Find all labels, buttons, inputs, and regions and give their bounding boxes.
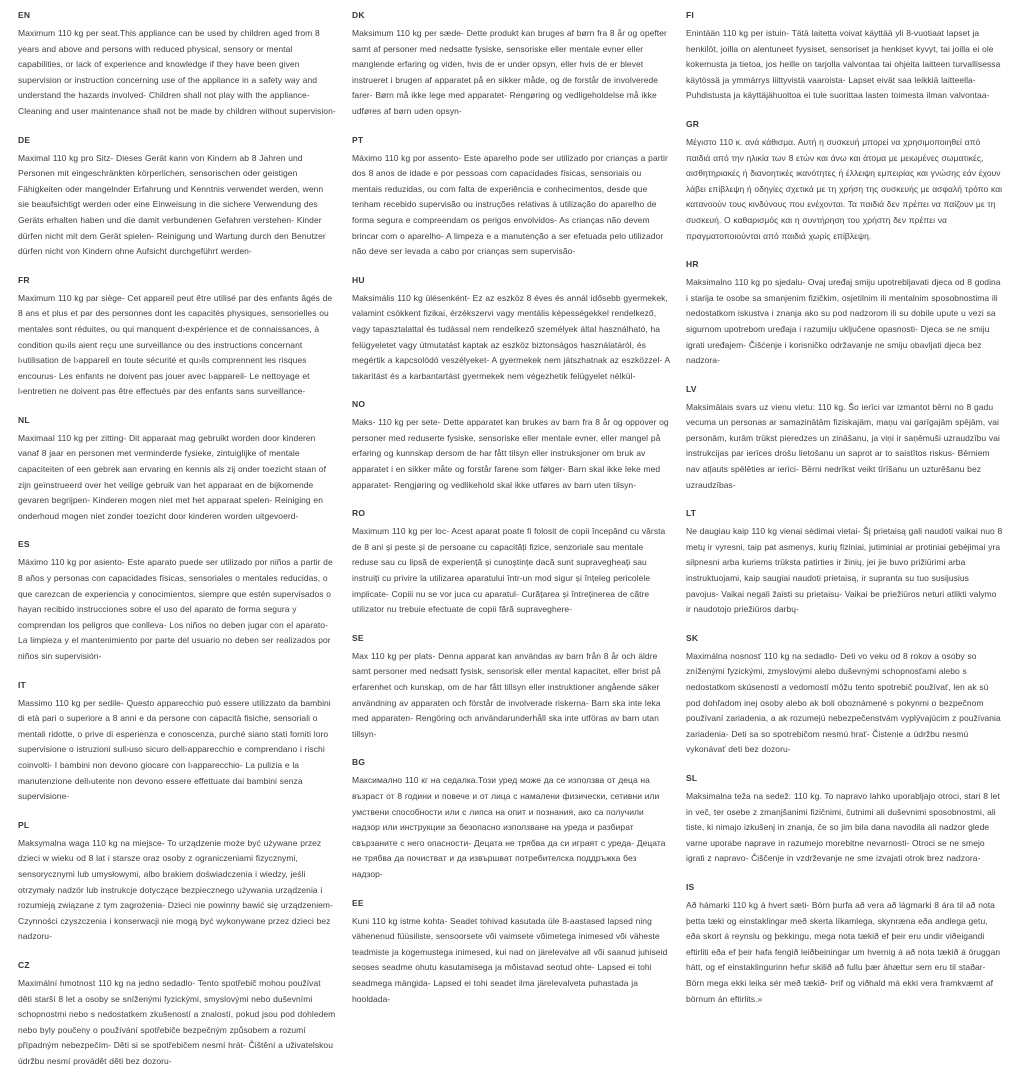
language-section-en xyxy=(18,8,336,120)
safety-instruction-text: Maksimalno 110 kg po sjedalu- Ovaj uređaj smiju upotrebljavati djeca od 8 godina i starija te osobe sa smanjenim fizičkim, osjetilnim ili mentalnim sposobnostima ili nedostatkom iskustva i znanja ako su pod nadzorom ili su dobile upute u vezi sa sigurnom upotrebom uređaja i razumiju uključene opasnosti- Djeca se ne smiju igrati uređajem- Čišćenje i korisničko održavanje ne smiju obavljati djeca bez nadzora- xyxy=(686,277,1001,366)
safety-instruction-text: Maximaal 110 kg per zitting- Dit apparaat mag gebruikt worden door kinderen vanaf 8 jaar en personen met verminderde fysieke, zintuiglijke of mentale capaciteiten of een gebrek aan ervaring en kennis als zij onder toezicht staan of zijn geïnstrueerd over het veilige gebruik van het apparaat en de bijkomende gevaren begrijpen- Kinderen mogen niet met het apparaat spelen- Reiniging en onderhoud mogen niet zonder toezicht door kinderen worden uitgevoerd- xyxy=(18,432,326,521)
language-code-label: SE xyxy=(352,632,364,643)
safety-instruction-text: Massimo 110 kg per sedile- Questo apparecchio può essere utilizzato da bambini di età pari o superiore a 8 anni e da persone con capacità fisiche, sensoriali o mentali ridotte, o prive di esperienza e conoscenza, purché siano stati forniti loro supervisione o istruzioni sull›uso sicuro dell›apparecchio e comprendano i rischi coinvolti- I bambini non devono giocare con l›apparecchio- La pulizia e la manutenzione dell›utente non devono essere effettuate dai bambini senza supervisione- xyxy=(18,697,331,802)
language-code-label: HU xyxy=(352,274,365,285)
language-code-label: CZ xyxy=(18,959,30,970)
safety-instruction-text: Maksymalna waga 110 kg na miejsce- To urządzenie może być używane przez dzieci w wieku od 8 lat i starsze oraz osoby z ograniczeniami fizycznymi, sensorycznymi lub umysłowymi, albo brakiem doświadczenia i wiedzy, jeśli otrzymały nadzór lub instrukcje dotyczące bezpiecznego używania urządzenia i rozumieją związane z tym zagrożenia- Dzieci nie powinny bawić się urządzeniem- Czynności czyszczenia i konserwacji nie mogą być wykonywane przez dzieci bez nadzoru- xyxy=(18,837,333,942)
safety-instruction-text: Maximální hmotnost 110 kg na jedno sedadlo- Tento spotřebič mohou používat děti starší 8 let a osoby se sníženými fyzickými, smyslovými nebo duševními schopnostmi nebo s nedostatkem zkušeností a znalostí, pokud jsou pod dohledem nebo byly poučeny o používání spotřebiče bezpečným způsobem a rozumí případným nebezpečím- Děti si se spotřebičem nesmí hrát- Čištění a uživatelskou údržbu nesmí provádět děti bez dozoru- xyxy=(18,977,336,1066)
language-section-ee xyxy=(352,896,670,1008)
column-middle xyxy=(352,8,670,1020)
language-code-label: SK xyxy=(686,632,699,643)
language-code-label: ES xyxy=(18,539,30,550)
language-code-label: EN xyxy=(18,10,31,20)
safety-instruction-text: Maximálna nosnosť 110 kg na sedadlo- Deti vo veku od 8 rokov a osoby so zníženými fyzickými, zmyslovými alebo duševnými schopnosťami alebo s nedostatkom skúseností a vedomostí môžu tento spotrebič používať, len ak sú pod dohľadom inej osoby alebo ak boli oboznámené s pokynmi o bezpečnom používaní zariadenia, a ak rozumejú nebezpečenstvám vyplývajúcim z používania zariadenia- Deti sa so spotrebičom nesmú hrať- Čistenie a údržbu nesmú vykonávať deti bez dozoru- xyxy=(686,650,1001,755)
safety-instruction-text: Enintään 110 kg per istuin- Tätä laitetta voivat käyttää yli 8-vuotiaat lapset ja henkilöt, joilla on alentuneet fyysiset, sensoriset ja henkiset kyvyt, tai joilla ei ole kokemusta ja tietoa, jos heille on tarjolla valvontaa tai ohjeita laitteen turvallisessa käytössä ja ymmärrys liittyvistä vaaroista- Lapset eivät saa leikkiä laitteella- Puhdistusta ja käyttäjähuoltoa ei tule suorittaa lasten toimesta ilman valvontaa- xyxy=(686,28,1001,101)
language-code-label: NL xyxy=(18,414,30,425)
language-code-label: RO xyxy=(352,508,366,519)
language-section-pl xyxy=(18,818,336,945)
safety-instruction-text: Maximum 110 kg par siège- Cet appareil peut être utilisé par des enfants âgés de 8 ans et plus et par des personnes dont les capacités physiques, sensorielles ou mentales sont réduites, ou qui manquent d›expérience et de connaissances, à condition qu›ils aient reçu une surveillance ou des instructions concernant l›utilisation de l›appareil en toute sécurité et qu›ils comprennent les risques encourus- Les enfants ne doivent pas jouer avec l›appareil- Le nettoyage et l›entretien ne doivent pas être effectués par des enfants sans surveillance- xyxy=(18,292,333,397)
language-section-lv xyxy=(686,382,1004,494)
language-section-es xyxy=(18,537,336,664)
language-section-bg xyxy=(352,755,670,882)
safety-instruction-text: Ne daugiau kaip 110 kg vienai sėdimai vietai- Šį prietaisą gali naudoti vaikai nuo 8 metų ir vyresni, taip pat asmenys, kurių fiziniai, jutiminiai ar protiniai gebėjimai yra silpnesni arba kuriems trūksta patirties ir žinių, jei jie buvo prižiūrimi arba instruktuojami, kaip saugiai naudoti prietaisą, ir supranta su tuo susijusius pavojus- Vaikai negali žaisti su prietaisu- Vaikai be priežiūros neturi atlikti valymo ir naudotojo priežiūros darbų- xyxy=(686,526,1003,615)
safety-instruction-text: Μέγιστο 110 κ. ανά κάθισμα. Αυτή η συσκευή μπορεί να χρησιμοποιηθεί από παιδιά από την ηλικία των 8 ετών και άνω και άτομα με μειωμένες σωματικές, αισθητηριακές ή διανοητικές ικανότητες ή έλλειψη εμπειρίας και γνώσης εάν έχουν λάβει επίβλεψη ή οδηγίες σχετικά με τη χρήση της συσκευής με ασφαλή τρόπο και κατανοούν τους κινδύνους που ενέχονται. Τα παιδιά δεν πρέπει να παίζουν με τη συσκευή. Ο καθαρισμός και η συντήρηση του χρήστη δεν πρέπει να πραγματοποιούνται από παιδιά χωρίς επίβλεψη. xyxy=(686,136,1003,241)
language-code-label: DE xyxy=(18,134,31,145)
language-code-label: LV xyxy=(686,383,697,394)
language-section-hr xyxy=(686,257,1004,369)
safety-instruction-text: Maksimalna teža na sedež: 110 kg. To napravo lahko uporabljajo otroci, stari 8 let in več, ter osebe z zmanjšanimi fizičnimi, čutnimi ali duševnimi sposobnostmi, ali tiste, ki nimajo izkušenj in znanja, če so jim bila dana navodila ali nadzor glede varne uporabe naprave in razumejo morebitne nevarnosti- Otroci se ne smejo igrati z napravo- Čiščenje in vzdrževanje ne sme izvajati otrok brez nadzora- xyxy=(686,790,1000,864)
safety-instruction-text: Максимално 110 кг на седалка.Този уред може да се използва от деца на възраст от 8 години и повече и от лица с намалени физически, сетивни или умствени способности или с липса на опит и познания, ако са получили надзор или инструкции за безопасно използване на уреда и разбират свързаните с него опасности- Децата не трябва да си играят с уреда- Децата не трябва да почистват и да извършват потребителска поддръжка без надзор- xyxy=(352,775,666,879)
language-code-label: FI xyxy=(686,10,694,20)
language-section-cz xyxy=(18,958,336,1070)
language-section-pt xyxy=(352,133,670,260)
language-code-label: NO xyxy=(352,399,366,410)
safety-instruction-text: Max 110 kg per plats- Denna apparat kan användas av barn från 8 år och äldre samt personer med nedsatt fysisk, sensorisk eller mental kapacitet, eller brist på erfarenhet och kunskap, om de har fått tillsyn eller instruktioner angående säker användning av apparaten och förstår de involverade riskerna- Barn ska inte leka med apparaten- Rengöring och användarunderhåll ska inte utföras av barn utan tillsyn- xyxy=(352,650,661,739)
language-section-se xyxy=(352,631,670,743)
language-code-label: DK xyxy=(352,10,365,20)
language-section-fr xyxy=(18,273,336,400)
language-code-label: GR xyxy=(686,118,700,129)
safety-instruction-text: Maksimālais svars uz vienu vietu: 110 kg. Šo ierīci var izmantot bērni no 8 gadu vecuma un personas ar samazinātām fiziskajām, maņu vai garīgajām spējām, vai personām, kurām trūkst pieredzes un zināšanu, ja viņi ir saņēmuši uzraudzību vai instrukcijas par ierīces drošu lietošanu un saprot ar to saistītos riskus- Bērniem nav atļauts spēlēties ar ierīci- Bērni nedrīkst veikt tīrīšanu un uzturēšanu bez uzraudzības- xyxy=(686,401,1000,490)
safety-instruction-text: Maximum 110 kg per loc- Acest aparat poate fi folosit de copii începând cu vârsta de 8 ani și peste și de persoane cu capacități fizice, senzoriale sau mentale reduse sau cu lipsă de experiență și cunoștințe dacă sunt supravegheați sau instruiți cu privire la utilizarea aparatului într-un mod sigur și înțeleg pericolele implicate- Copiii nu se vor juca cu aparatul- Curățarea și întreținerea de către utilizator nu trebuie efectuate de copii fără supraveghere- xyxy=(352,526,666,615)
language-code-label: FR xyxy=(18,274,30,285)
language-section-lt xyxy=(686,506,1004,618)
language-code-label: IT xyxy=(18,679,26,690)
language-section-it xyxy=(18,678,336,805)
language-code-label: EE xyxy=(352,897,364,908)
safety-instruction-text: Kuni 110 kg istme kohta- Seadet tohivad kasutada üle 8-aastased lapsed ning vähenenud füüsiliste, sensoorsete või vaimsete võimetega inimesed või väheste teadmiste ja kogemustega inimesed, kui nad on järelevalve all või saanud juhiseid seoses seadme ohutu kasutamisega ja mõistavad seotud ohte- Lapsed ei tohi seadmega mängida- Lapsed ei tohi seadet ilma järelevalveta puhastada ja hooldada- xyxy=(352,915,668,1004)
safety-instruction-text: Maksimum 110 kg per sæde- Dette produkt kan bruges af børn fra 8 år og opefter samt af personer med nedsatte fysiske, sensoriske eller mentale evner eller manglende erfaring og viden, hvis de er under opsyn, eller hvis de er blevet instrueret i brugen af apparatet på en sikker måde, og de forstår de involverede farer- Børn må ikke lege med apparatet- Rengøring og vedligeholdelse må ikke udføres af børn uden opsyn- xyxy=(352,28,667,116)
safety-instruction-text: Að hámarki 110 kg á hvert sæti- Börn þurfa að vera að lágmarki 8 ára til að nota þetta tæki og einstaklingar með skerta líkamlega, skynræna eða andlega getu, eða skort á reynslu og þekkingu, mega nota tækið ef þeir eru undir viðeigandi eftirliti eða ef þeir hafa fengið leiðbeiningar um hvernig á að nota tækið á öruggan hátt, og ef einstaklingurinn hefur skilið að fullu þær áhættur sem eru til staðar- Börn mega ekki leika sér með tækið- Þrif og viðhald má ekki vera framkvæmt af börnum án eftirlits.» xyxy=(686,899,1001,1004)
language-code-label: LT xyxy=(686,508,697,519)
language-section-fi xyxy=(686,8,1004,104)
language-code-label: BG xyxy=(352,757,366,768)
language-code-label: IS xyxy=(686,881,695,892)
safety-instruction-text: Maks- 110 kg per sete- Dette apparatet kan brukes av barn fra 8 år og oppover og personer med reduserte fysiske, sensoriske eller mentale evner, eller mangel på erfaring og kunnskap dersom de har fått tilsyn eller instruksjoner om bruk av apparatet i en sikker måte og forstår farene som følger- Barn skal ikke leke med apparatet- Rengjøring og vedlikehold skal ikke utføres av barn uten tilsyn- xyxy=(352,417,669,490)
language-section-sl xyxy=(686,771,1004,867)
safety-instruction-text: Maximum 110 kg per seat.This appliance can be used by children aged from 8 years and above and persons with reduced physical, sensory or mental capabilities, or lack of experience and knowledge if they have been given supervision or instruction concerning use of the appliance in a safety way and understand the hazards involved- Children shall not play with the appliance- Cleaning and user maintenance shall not be made by children without supervision- xyxy=(18,28,336,116)
language-section-nl xyxy=(18,413,336,525)
language-section-is xyxy=(686,880,1004,1007)
language-section-hu xyxy=(352,273,670,385)
language-code-label: PT xyxy=(352,134,364,145)
language-code-label: SL xyxy=(686,772,698,783)
safety-instruction-text: Máximo 110 kg por assento- Este aparelho pode ser utilizado por crianças a partir dos 8 anos de idade e por pessoas com capacidades físicas, sensoriais ou mentais reduzidas, ou com falta de experiência e conhecimentos, desde que tenham recebido supervisão ou instruções relativas à utilização do aparelho de forma segura e compreendam os perigos envolvidos- As crianças não devem brincar com o aparelho- A limpeza e a manutenção a ser efetuada pelo utilizador não deve ser levada a cabo por crianças sem supervisão- xyxy=(352,152,668,257)
column-left xyxy=(18,8,336,1082)
language-code-label: HR xyxy=(686,259,699,270)
language-section-no xyxy=(352,397,670,493)
language-section-gr xyxy=(686,117,1004,244)
column-right xyxy=(686,8,1004,1020)
language-section-dk xyxy=(352,8,670,120)
safety-instruction-text: Maximal 110 kg pro Sitz- Dieses Gerät kann von Kindern ab 8 Jahren und Personen mit eingeschränkten körperlichen, sensorischen oder geistigen Fähigkeiten oder mangelnder Erfahrung und Kenntnis verwendet werden, wenn sie beaufsichtigt werden oder eine Einweisung in die sichere Verwendung des Geräts erhalten haben und die damit verbundenen Gefahren verstehen- Kinder dürfen nicht mit dem Gerät spielen- Reinigung und Wartung durch den Benutzer dürfen nicht von Kindern ohne Aufsicht durchgeführt werden- xyxy=(18,152,326,257)
safety-instruction-text: Máximo 110 kg por asiento- Este aparato puede ser utilizado por niños a partir de 8 años y personas con capacidades físicas, sensoriales o mentales reducidas, o que carezcan de experiencia y conocimientos, siempre que estén supervisados o hayan recibido instrucciones sobre el uso del aparato de forma segura y comprendan los peligros que conlleva- Los niños no deben jugar con el aparato- La limpieza y el mantenimiento por parte del usuario no deben ser realizados por niños sin supervisión- xyxy=(18,557,333,661)
language-section-de xyxy=(18,133,336,260)
safety-instruction-text: Maksimális 110 kg ülésenként- Ez az eszköz 8 éves és annál idősebb gyermekek, valamint csökkent fizikai, érzékszervi vagy mentális képességekkel rendelkező, vagy tapasztalattal és tudással nem rendelkező személyek által használható, ha felügyeletet vagy útmutatást kaptak az eszköz biztonságos használatáról, és megértik a kapcsolódó veszélyeket- A gyermekek nem játszhatnak az eszközzel- A takarítást és a karbantartást gyermekek nem végezhetik felügyelet nélkül- xyxy=(352,292,670,381)
language-code-label: PL xyxy=(18,819,30,830)
language-section-sk xyxy=(686,631,1004,758)
language-section-ro xyxy=(352,506,670,618)
